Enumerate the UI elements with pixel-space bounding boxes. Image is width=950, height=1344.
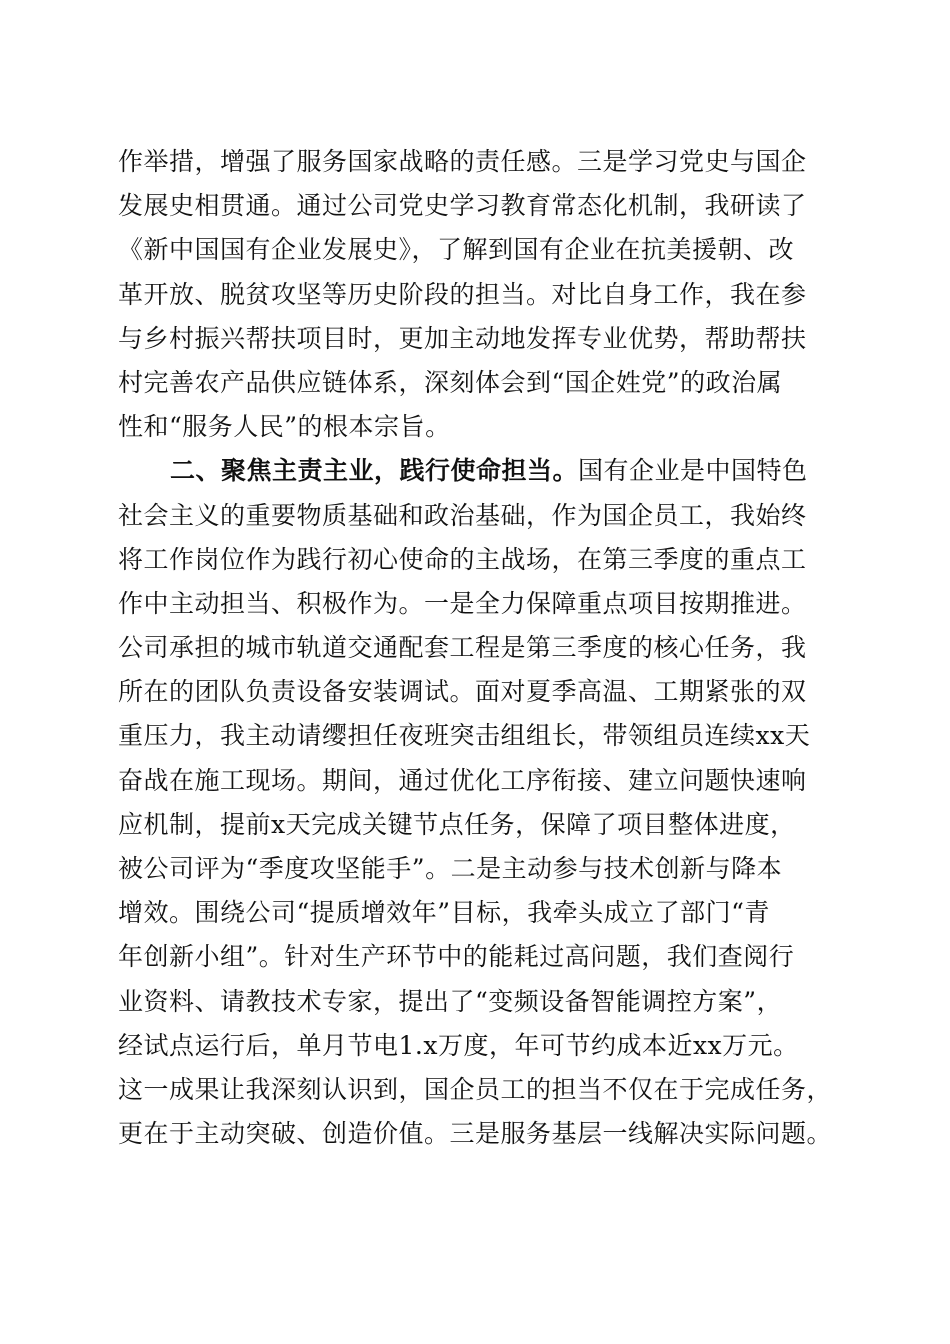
paragraph-line: 性和“服务人民”的根本宗旨。 <box>118 412 451 442</box>
section-first-line <box>118 449 848 493</box>
paragraph-line: 《新中国国有企业发展史》，了解到国有企业在抗美援朝、改 <box>118 235 795 265</box>
paragraph-line: 经试点运行后，单月节电1.x万度，年可节约成本近xx万元。 <box>118 1030 799 1060</box>
paragraph-line: 应机制，提前x天完成关键节点任务，保障了项目整体进度， <box>118 809 796 839</box>
paragraph-line: 作举措，增强了服务国家战略的责任感。三是学习党史与国企 <box>118 147 807 176</box>
paragraph-line: 村完善农产品供应链体系，深刻体会到“国企姓党”的政治属 <box>118 367 783 397</box>
section-first-line-text: 国有企业是中国特色 <box>578 456 808 486</box>
paragraph-line: 革开放、脱贫攻坚等历史阶段的担当。对比自身工作，我在参 <box>118 279 807 309</box>
document-body <box>118 140 848 1156</box>
paragraph-line: 年创新小组”。针对生产环节中的能耗过高问题，我们查阅行 <box>118 942 795 972</box>
paragraph-line: 奋战在施工现场。期间，通过优化工序衔接、建立问题快速响 <box>118 765 807 795</box>
paragraph-line: 发展史相贯通。通过公司党史学习教育常态化机制，我研读了 <box>118 191 807 221</box>
paragraph-line: 与乡村振兴帮扶项目时，更加主动地发挥专业优势，帮助帮扶 <box>118 323 807 353</box>
paragraph-line: 业资料、请教技术专家，提出了“变频设备智能调控方案”， <box>118 986 783 1016</box>
paragraph-line: 公司承担的城市轨道交通配套工程是第三季度的核心任务，我 <box>118 633 807 663</box>
paragraph-line: 所在的团队负责设备安装调试。面对夏季高温、工期紧张的双 <box>118 677 807 707</box>
paragraph-line: 更在于主动突破、创造价值。三是服务基层一线解决实际问题。 <box>118 1119 833 1149</box>
paragraph-line: 被公司评为“季度攻坚能手”。二是主动参与技术创新与降本 <box>118 854 783 883</box>
paragraph-line: 这一成果让我深刻认识到，国企员工的担当不仅在于完成任务， <box>118 1074 833 1104</box>
paragraph-line: 将工作岗位作为践行初心使命的主战场，在第三季度的重点工 <box>118 544 807 574</box>
paragraph-line: 重压力，我主动请缨担任夜班突击组组长，带领组员连续xx天 <box>118 721 811 751</box>
paragraph-line: 社会主义的重要物质基础和政治基础，作为国企员工，我始终 <box>118 500 807 530</box>
paragraph-line: 增效。围绕公司“提质增效年”目标，我牵头成立了部门“青 <box>118 898 770 928</box>
section-heading: 二、聚焦主责主业，践行使命担当。 <box>170 456 579 486</box>
paragraph-line: 作中主动担当、积极作为。一是全力保障重点项目按期推进。 <box>118 588 807 618</box>
